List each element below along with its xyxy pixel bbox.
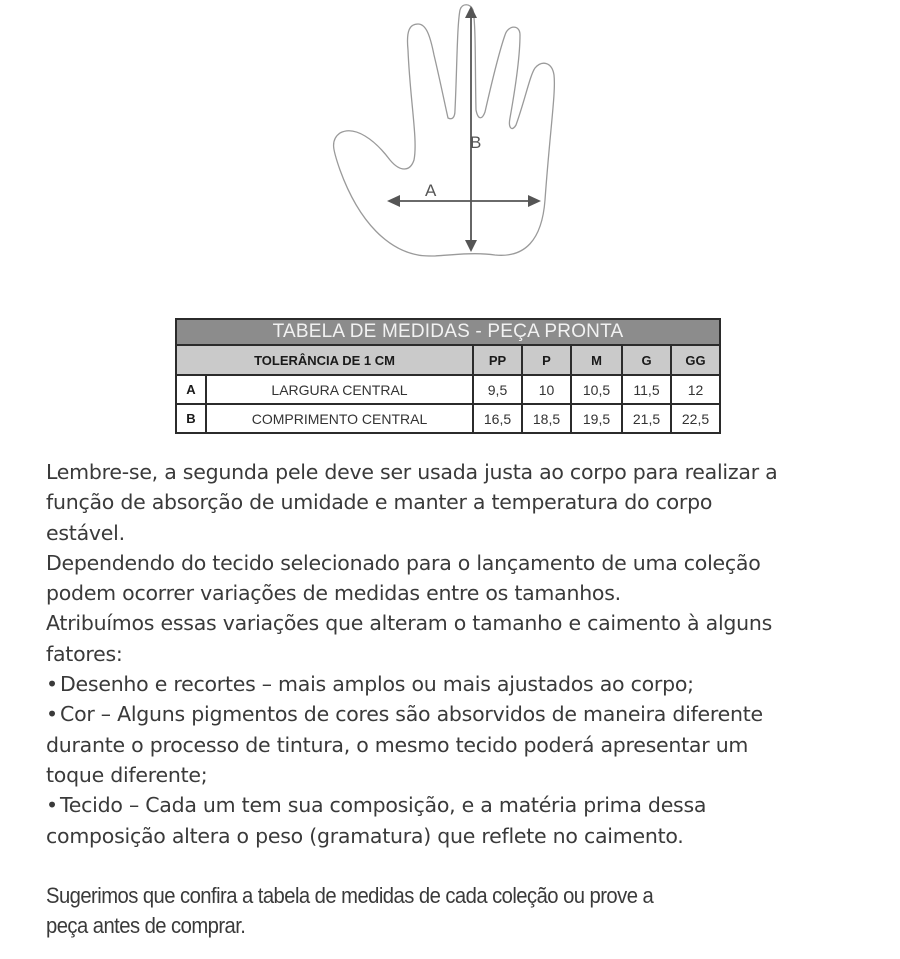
text-line: toque diferente; (46, 762, 208, 787)
bullet-text: Tecido – Cada um tem sua composição, e a matéria prima dessa (60, 793, 707, 818)
cell-value: 21,5 (622, 404, 671, 433)
table-header-row (176, 345, 720, 375)
bullet-icon: • (46, 672, 58, 697)
arrowhead-up-icon (465, 6, 477, 18)
row-label: LARGURA CENTRAL (206, 375, 473, 404)
arrowhead-left-icon (387, 195, 400, 207)
bullet-icon: • (46, 793, 58, 818)
cell-value: 10 (522, 375, 571, 404)
text-line: composição altera o peso (gramatura) que reflete no caimento. (46, 823, 684, 848)
description-text (46, 457, 866, 941)
row-key: A (176, 375, 206, 404)
cell-value: 11,5 (622, 375, 671, 404)
tolerance-header: TOLERÂNCIA DE 1 CM (176, 345, 473, 375)
hand-outline (334, 5, 555, 256)
cell-value: 12 (671, 375, 720, 404)
cell-value: 10,5 (571, 375, 622, 404)
bullet-text: Cor – Alguns pigmentos de cores são absorvidos de maneira diferente (60, 702, 763, 727)
text-line: Atribuímos essas variações que alteram o tamanho e caimento à alguns (46, 611, 773, 636)
hand-measurement-diagram (330, 0, 570, 270)
bullet-item-desenho (46, 669, 866, 699)
size-table (175, 318, 721, 434)
text-line: função de absorção de umidade e manter a temperatura do corpo (46, 490, 713, 515)
table-row (176, 375, 720, 404)
cell-value: 9,5 (473, 375, 522, 404)
row-key: B (176, 404, 206, 433)
row-label: COMPRIMENTO CENTRAL (206, 404, 473, 433)
text-line: durante o processo de tintura, o mesmo tecido poderá apresentar um (46, 732, 749, 757)
arrowhead-down-icon (465, 240, 477, 252)
label-a: A (425, 181, 437, 200)
table-row (176, 404, 720, 433)
size-header-m: M (571, 345, 622, 375)
table-title-row (176, 319, 720, 345)
text-line: Lembre-se, a segunda pele deve ser usada justa ao corpo para realizar a (46, 460, 778, 484)
size-header-p: P (522, 345, 571, 375)
bullet-item-tecido (46, 790, 866, 820)
cell-value: 18,5 (522, 404, 571, 433)
bullet-icon: • (46, 702, 58, 727)
text-line: Dependendo do tecido selecionado para o lançamento de uma coleção (46, 550, 761, 575)
size-header-g: G (622, 345, 671, 375)
text-line: estável. (46, 520, 125, 545)
text-line: podem ocorrer variações de medidas entre os tamanhos. (46, 581, 621, 606)
text-line: fatores: (46, 641, 123, 666)
label-b: B (470, 133, 482, 152)
arrowhead-right-icon (528, 195, 541, 207)
size-header-pp: PP (473, 345, 522, 375)
cell-value: 16,5 (473, 404, 522, 433)
bullet-item-cor (46, 699, 866, 729)
size-header-gg: GG (671, 345, 720, 375)
table-title: TABELA DE MEDIDAS - PEÇA PRONTA (176, 319, 720, 345)
closing-paragraph (46, 881, 865, 942)
text-line: peça antes de comprar. (46, 913, 246, 939)
paragraph-gap (46, 851, 866, 881)
cell-value: 22,5 (671, 404, 720, 433)
bullet-text: Desenho e recortes – mais amplos ou mais ajustados ao corpo; (60, 672, 694, 697)
text-line: Sugerimos que confira a tabela de medidas de cada coleção ou prove a (46, 882, 654, 908)
cell-value: 19,5 (571, 404, 622, 433)
